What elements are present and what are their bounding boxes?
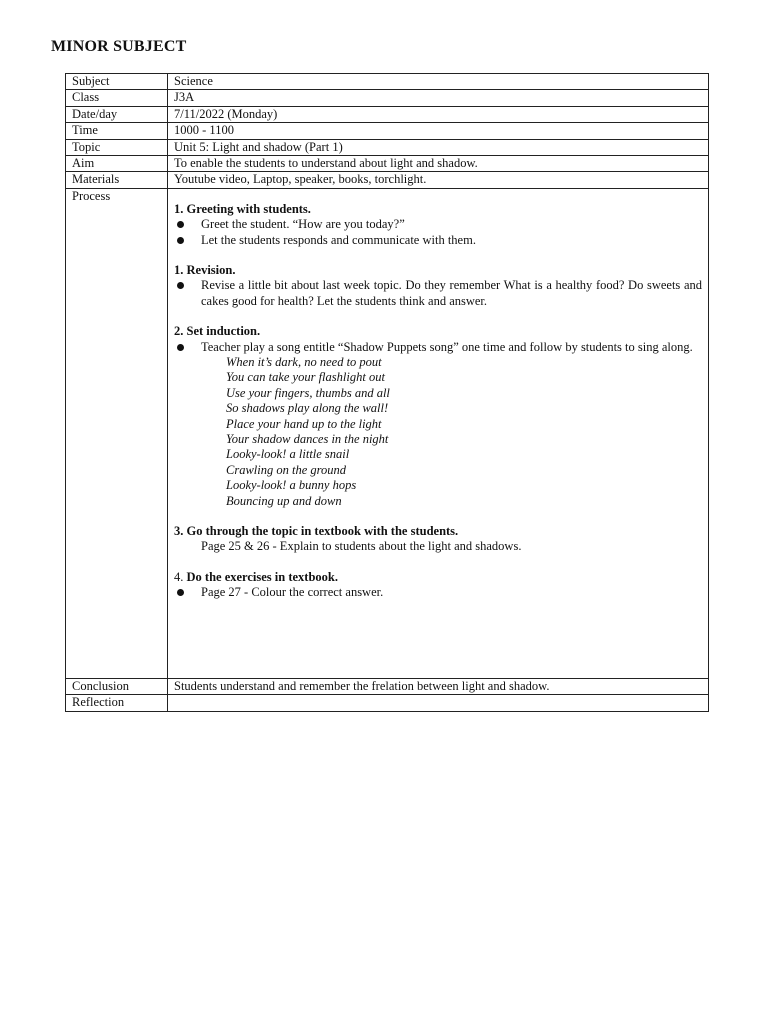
lyric-line: Crawling on the ground bbox=[226, 462, 347, 477]
bullet-item: Greet the student. “How are you today?” bbox=[174, 217, 702, 232]
lyric-line: You can take your flashlight out bbox=[226, 370, 385, 385]
row-time bbox=[66, 123, 709, 139]
row-value: Students understand and remember the frelation between light and shadow. bbox=[168, 678, 709, 694]
bullet-list bbox=[174, 278, 702, 309]
row-label: Date/day bbox=[66, 106, 168, 122]
row-value: Unit 5: Light and shadow (Part 1) bbox=[168, 139, 709, 155]
process-content bbox=[174, 202, 708, 678]
lyric-line: Use your fingers, thumbs and all bbox=[226, 385, 390, 400]
row-value bbox=[168, 695, 709, 711]
lesson-plan-table bbox=[65, 73, 709, 712]
row-label: Topic bbox=[66, 139, 168, 155]
row-materials bbox=[66, 172, 709, 188]
bullet-item: Teacher play a song entitle “Shadow Puppets song” one time and follow by students to sing along. bbox=[174, 340, 702, 355]
row-label: Process bbox=[66, 188, 168, 678]
document-title: MINOR SUBJECT bbox=[51, 38, 187, 55]
section-heading-row bbox=[174, 570, 702, 585]
row-value: Science bbox=[168, 74, 709, 90]
row-value: J3A bbox=[168, 90, 709, 106]
lyric-line: So shadows play along the wall! bbox=[226, 401, 389, 416]
row-value: Youtube video, Laptop, speaker, books, torchlight. bbox=[168, 172, 709, 188]
bullet-list bbox=[174, 585, 702, 600]
row-label: Time bbox=[66, 123, 168, 139]
section-textbook bbox=[174, 524, 702, 555]
lyric-line: When it’s dark, no need to pout bbox=[226, 355, 382, 370]
process-cell bbox=[168, 188, 709, 678]
song-lyrics bbox=[174, 355, 702, 509]
row-label: Class bbox=[66, 90, 168, 106]
row-label: Aim bbox=[66, 156, 168, 172]
section-exercises bbox=[174, 570, 702, 601]
bullet-item: Let the students responds and communicate with them. bbox=[174, 233, 702, 248]
row-aim bbox=[66, 156, 709, 172]
row-label: Materials bbox=[66, 172, 168, 188]
row-process bbox=[66, 188, 709, 678]
row-topic bbox=[66, 139, 709, 155]
bullet-list bbox=[174, 340, 702, 355]
row-label: Subject bbox=[66, 74, 168, 90]
bullet-item: Page 27 - Colour the correct answer. bbox=[174, 585, 702, 600]
lyric-line: Looky-look! a little snail bbox=[226, 447, 350, 462]
row-value: To enable the students to understand about light and shadow. bbox=[168, 156, 709, 172]
row-label: Conclusion bbox=[66, 678, 168, 694]
section-number: 4. bbox=[174, 569, 184, 584]
lyric-line: Place your hand up to the light bbox=[226, 416, 382, 431]
lyric-line: Your shadow dances in the night bbox=[226, 432, 389, 447]
row-reflection bbox=[66, 695, 709, 711]
row-label: Reflection bbox=[66, 695, 168, 711]
bullet-list bbox=[174, 217, 702, 248]
bullet-item: Revise a little bit about last week topic. Do they remember What is a healthy food? Do sweets and cakes good for health? Let the students think and answer. bbox=[174, 278, 702, 309]
section-set-induction bbox=[174, 324, 702, 509]
section-revision bbox=[174, 263, 702, 309]
lyric-line: Bouncing up and down bbox=[226, 493, 342, 508]
section-heading: 2. Set induction. bbox=[174, 324, 261, 339]
section-heading: 1. Greeting with students. bbox=[174, 201, 311, 216]
row-subject bbox=[66, 74, 709, 90]
row-class bbox=[66, 90, 709, 106]
section-greeting bbox=[174, 202, 702, 248]
row-value: 7/11/2022 (Monday) bbox=[168, 106, 709, 122]
section-heading: 3. Go through the topic in textbook with the students. bbox=[174, 524, 459, 538]
row-date bbox=[66, 106, 709, 122]
section-heading: 1. Revision. bbox=[174, 263, 236, 278]
row-conclusion bbox=[66, 678, 709, 694]
section-line: Page 25 & 26 - Explain to students about the light and shadows. bbox=[201, 539, 522, 554]
row-value: 1000 - 1100 bbox=[168, 123, 709, 139]
section-heading: Do the exercises in textbook. bbox=[186, 569, 338, 584]
lyric-line: Looky-look! a bunny hops bbox=[226, 478, 357, 493]
